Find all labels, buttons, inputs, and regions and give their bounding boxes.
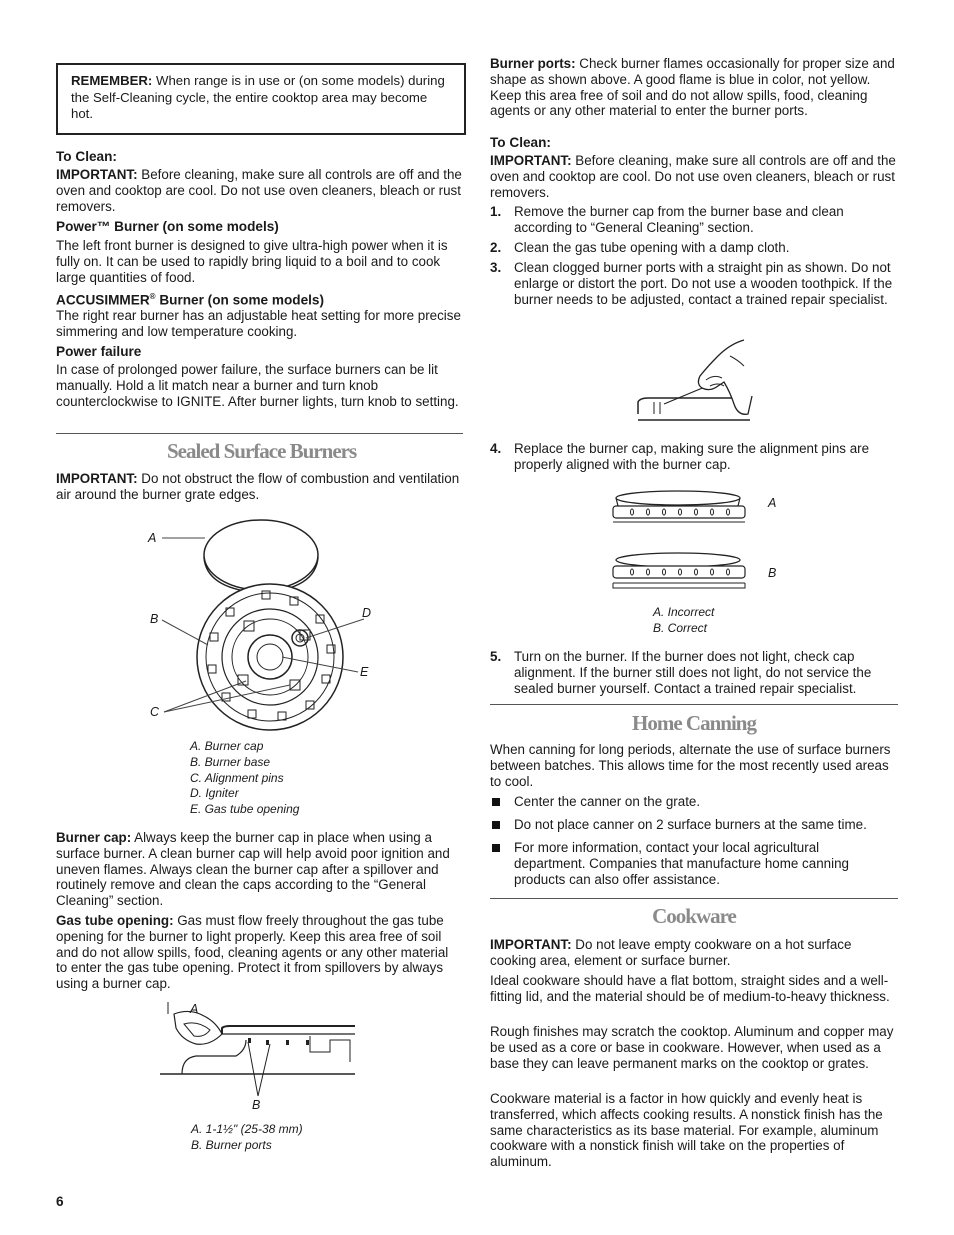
pin-cleaning-diagram — [634, 336, 754, 428]
burner-ports-paragraph — [490, 56, 898, 119]
left-to-clean-heading: To Clean: — [56, 149, 117, 164]
cookware-important-paragraph — [490, 937, 898, 969]
right-important-text: Before cleaning, make sure all controls are off and the oven and cooktop are cool. Do not use oven cleaners, bleach or rust removers. — [490, 153, 896, 200]
burner-cap-illustration — [204, 520, 318, 593]
diagram3-caption-list — [653, 605, 714, 637]
page-number: 6 — [56, 1194, 64, 1209]
accusimmer-name: ACCUSIMMER — [56, 292, 150, 308]
step-3-number: 3. — [490, 260, 502, 275]
home-canning-text: When canning for long periods, alternate the use of surface burners between batches. This allows time for the most recently used areas to cool. — [490, 742, 891, 789]
diagram1-label-e: E — [360, 665, 369, 679]
diagram1-label-d: D — [362, 606, 372, 620]
cap-alignment-diagram — [608, 484, 758, 594]
step-2-number: 2. — [490, 240, 502, 255]
home-canning-title: Home Canning — [632, 711, 756, 735]
left-important-label: IMPORTANT: — [56, 167, 138, 182]
right-important-label: IMPORTANT: — [490, 153, 572, 168]
bullet-square-icon — [492, 844, 500, 852]
step-5-number: 5. — [490, 649, 502, 664]
caption-flame-distance: A. 1-1½" (25-38 mm) — [191, 1122, 303, 1136]
cookware-paragraph-3: Cookware material is a factor in how quickly and evenly heat is transferred, which affects cooking results. A nonstick finish has the same characteristics as its base material. For example, aluminum cookware with a nonstick finish will take on the properties of aluminum. — [490, 1091, 883, 1170]
remember-text — [71, 73, 451, 123]
step-4-number: 4. — [490, 441, 502, 456]
right-divider-2 — [490, 898, 898, 899]
left-important-text: Before cleaning, make sure all controls are off and the oven and cooktop are cool. Do not use oven cleaners, bleach or rust removers. — [56, 167, 462, 214]
diagram2-caption-list — [191, 1122, 303, 1154]
burner-base-illustration — [197, 584, 343, 730]
diagram1-label-c: C — [150, 705, 160, 719]
step-1-number: 1. — [490, 204, 502, 219]
power-failure-text: In case of prolonged power failure, the surface burners can be lit manually. Hold a lit match near a burner and turn knob counterclockwise to IGNITE. After burner lights, turn knob to setting. — [56, 362, 459, 409]
burner-cap-label: Burner cap: — [56, 830, 132, 845]
gas-tube-label: Gas tube opening: — [56, 913, 174, 928]
step-5-text: Turn on the burner. If the burner does not light, check cap alignment. If the burner still does not light, do not service the sealed burner yourself. Contact a trained repair specialist. — [514, 649, 872, 696]
burner-exploded-diagram — [140, 505, 380, 735]
accusimmer-suffix: Burner (on some models) — [155, 292, 324, 308]
registered-mark: ® — [149, 292, 156, 301]
burner-ports-label: Burner ports: — [490, 56, 576, 71]
caption-burner-cap: A. Burner cap — [190, 739, 264, 753]
canning-bullet-1 — [490, 794, 898, 814]
caption-burner-base: B. Burner base — [190, 754, 271, 769]
remember-body: When range is in use or (on some models) during the Self-Cleaning cycle, the entire cooktop area may become hot. — [71, 73, 445, 121]
sealed-important-text: Do not obstruct the flow of combustion and ventilation air around the burner grate edges. — [56, 471, 460, 502]
step-3 — [490, 260, 898, 330]
step-5 — [490, 649, 898, 699]
caption-burner-ports: B. Burner ports — [191, 1137, 272, 1152]
diagram3-label-b: B — [768, 566, 777, 580]
power-failure-heading: Power failure — [56, 344, 142, 359]
bullet-square-icon — [492, 821, 500, 829]
right-important-paragraph — [490, 153, 898, 200]
canning-bullet-3-text: For more information, contact your local agricultural department. Companies that manufacture home canning products can also offer assistance. — [514, 840, 849, 887]
sealed-burners-title-text: Sealed Surface Burners — [167, 439, 357, 463]
caption-incorrect: A. Incorrect — [653, 605, 715, 619]
canning-bullet-2-text: Do not place canner on 2 surface burners at the same time. — [514, 817, 867, 832]
sealed-important-paragraph — [56, 471, 462, 503]
cookware-paragraph-1: Ideal cookware should have a flat bottom, straight sides and a well-fitting lid, and the material should be of medium-to-heavy thickness. — [490, 973, 890, 1004]
step-2-text: Clean the gas tube opening with a damp cloth. — [514, 240, 790, 255]
step-3-text: Clean clogged burner ports with a straight pin as shown. Do not enlarge or distort the port. Do not use a wooden toothpick. If the burner needs to be adjusted, contact a trained repair specialist. — [514, 260, 893, 307]
canning-bullet-3 — [490, 840, 898, 890]
correct-cap-illustration — [613, 553, 745, 588]
accusimmer-text: The right rear burner has an adjustable heat setting for more precise simmering and low temperature cooking. — [56, 308, 461, 339]
canning-bullet-1-text: Center the canner on the grate. — [514, 794, 701, 809]
accusimmer-heading — [56, 289, 324, 308]
caption-correct: B. Correct — [653, 620, 708, 635]
burner-ports-text: Check burner flames occasionally for proper size and shape as shown above. A good flame is blue in color, not yellow. Keep this area free of soil and do not allow spills, food, cleaning agents or any other material to enter the burner ports. — [490, 56, 895, 119]
right-to-clean-heading: To Clean: — [490, 135, 551, 150]
caption-alignment-pins: C. Alignment pins — [190, 770, 284, 785]
cookware-important-label: IMPORTANT: — [490, 937, 572, 952]
step-4-text: Replace the burner cap, making sure the alignment pins are properly aligned with the burner cap. — [514, 441, 870, 472]
diagram1-label-a: A — [148, 531, 157, 545]
diagram2-label-a: A — [190, 1002, 199, 1016]
gas-tube-paragraph — [56, 913, 462, 992]
bullet-square-icon — [492, 798, 500, 806]
diagram2-label-b: B — [252, 1098, 261, 1112]
incorrect-cap-illustration — [613, 491, 745, 522]
power-burner-text: The left front burner is designed to give ultra-high power when it is fully on. It can be used to rapidly bring liquid to a boil and to cook large quantities of food. — [56, 238, 448, 285]
step-4 — [490, 441, 898, 481]
diagram1-label-b: B — [150, 612, 159, 626]
left-divider-1 — [56, 433, 463, 434]
step-1-text: Remove the burner cap from the burner base and clean according to “General Cleaning” section. — [514, 204, 844, 235]
diagram3-label-a: A — [768, 496, 777, 510]
power-burner-heading: Power™ Burner (on some models) — [56, 219, 279, 234]
left-important-paragraph — [56, 167, 462, 214]
burner-cap-text: Always keep the burner cap in place when using a surface burner. A clean burner cap will help avoid poor ignition and uneven flames. Always clean the burner cap after a spillover and routinely remove and clean the caps according to the “General Cleaning” section. — [56, 830, 450, 909]
diagram1-caption-list — [190, 739, 299, 818]
right-divider-1 — [490, 704, 898, 705]
step-2 — [490, 240, 898, 260]
caption-gas-tube-opening: E. Gas tube opening — [190, 802, 300, 817]
remember-label: REMEMBER: — [71, 73, 153, 88]
cookware-title: Cookware — [652, 904, 736, 928]
canning-bullet-2 — [490, 817, 898, 837]
cookware-paragraph-2: Rough finishes may scratch the cooktop. Aluminum and copper may be used as a core or base in cookware. However, when used as a base they can leave permanent marks on the cooktop or grates. — [490, 1024, 894, 1071]
burner-cap-paragraph — [56, 830, 462, 909]
caption-igniter: D. Igniter — [190, 786, 239, 801]
remember-box — [56, 63, 466, 135]
sealed-important-label: IMPORTANT: — [56, 471, 138, 486]
cookware-important-text: Do not leave empty cookware on a hot surface cooking area, element or surface burner. — [490, 937, 852, 968]
gas-tube-text: Gas must flow freely throughout the gas tube opening for the burner to light properly. Keep this area free of soil and do not allow spills, food, cleaning agents or any other material to enter the gas tube opening. Protect it from spillovers by always using a burner cap. — [56, 913, 449, 992]
